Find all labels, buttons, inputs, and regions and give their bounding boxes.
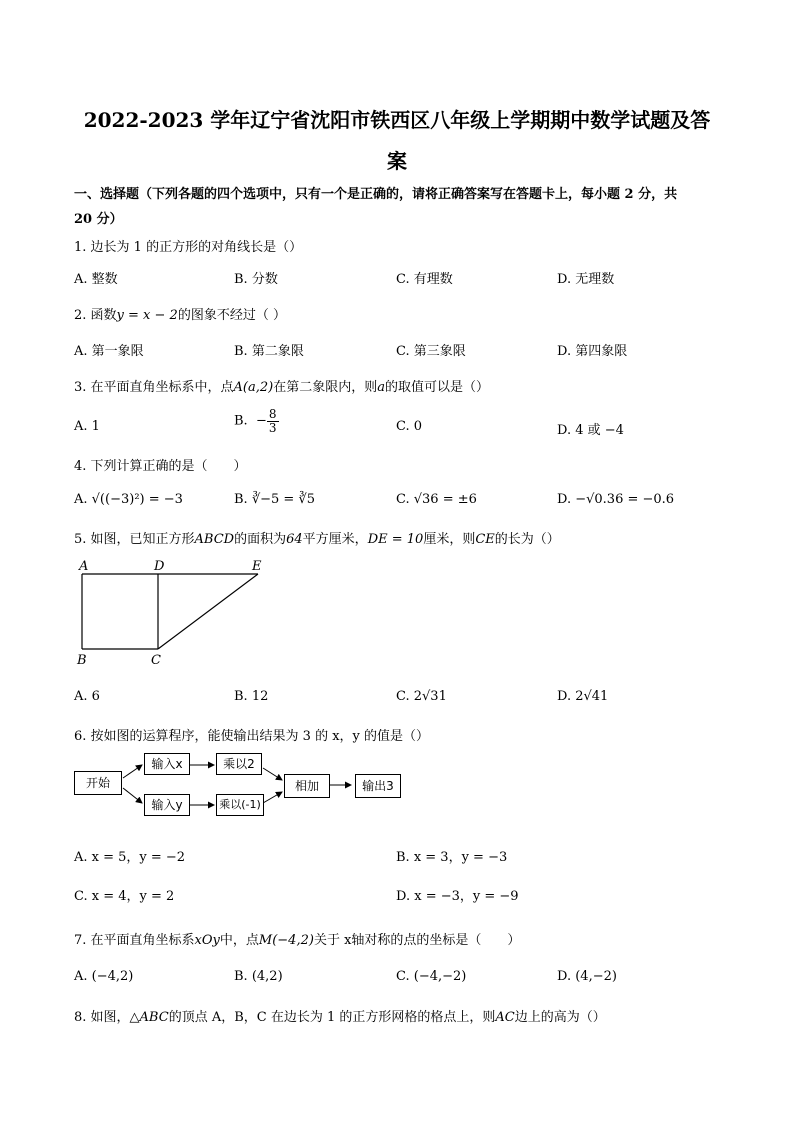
question-6-option-d: D. x = −3，y = −9 (396, 889, 519, 904)
question-5-figure (74, 556, 274, 672)
question-5-option-c: C. 2√31 (396, 689, 447, 704)
question-5-option-b: B. 12 (234, 689, 269, 704)
question-2-option-b: B. 第二象限 (234, 344, 304, 359)
question-3-option-b: B. − $\frac{8}{3}$ (234, 407, 277, 435)
question-6-stem: 6. 按如图的运算程序，能使输出结果为 3 的 x，y 的值是（） (74, 729, 430, 744)
flow-add-box: 相加 (284, 774, 330, 798)
question-4-option-b: B. ∛−5 = ∛5 (234, 492, 315, 507)
segment-ce (158, 574, 258, 649)
question-3-option-b-fraction (267, 408, 279, 434)
question-4-option-c: C. √36 = ±6 (396, 492, 477, 507)
question-7-point: M(−4,2) (258, 933, 314, 948)
question-3-point: A(a,2) (233, 380, 274, 395)
question-5-option-a: A. 6 (74, 689, 100, 704)
question-2-option-a: A. 第一象限 (74, 344, 144, 359)
question-4-option-d: D. −√0.36 = −0.6 (557, 492, 675, 507)
question-2-stem (74, 304, 286, 323)
title-line-1: 2022-2023 学年辽宁省沈阳市铁西区八年级上学期期中数学试题及答 (83, 108, 711, 132)
question-2-option-d: D. 第四象限 (557, 344, 628, 359)
arrow-start-to-input-x (123, 765, 142, 778)
question-5-stem (74, 528, 560, 547)
question-7-stem-prefix: 7. 在平面直角坐标系 (74, 933, 195, 948)
flow-start-box: 开始 (74, 771, 122, 795)
question-8-ac: AC (495, 1010, 515, 1025)
question-7-stem-suffix: 关于 x轴对称的点的坐标是（ ） (313, 933, 521, 948)
question-7-option-b: B. (4,2) (234, 969, 283, 984)
question-2-function: y = x − 2 (116, 308, 178, 323)
question-8-stem-suffix: 边上的高为（） (514, 1010, 606, 1025)
question-5-de: DE = 10 (367, 532, 424, 547)
label-d: D (154, 559, 165, 574)
question-1-option-a: A. 整数 (74, 272, 118, 287)
question-8-triangle: △ABC (129, 1010, 169, 1025)
question-3-var: a (377, 380, 386, 395)
question-5-square: ABCD (194, 532, 235, 547)
question-8-stem-prefix: 8. 如图， (74, 1010, 130, 1025)
section-heading-line-1: 一、选择题（下列各题的四个选项中，只有一个是正确的，请将正确答案写在答题卡上，每小题 2 分，共 (74, 187, 678, 202)
question-7-option-d: D. (4,−2) (557, 969, 617, 984)
question-4-stem: 4. 下列计算正确的是（ ） (74, 459, 247, 474)
question-5-option-d: D. 2√41 (557, 689, 609, 704)
question-8-stem (74, 1006, 606, 1025)
flow-input-x-box: 输入x (144, 753, 190, 775)
label-e: E (252, 559, 262, 574)
fraction-denominator: 3 (268, 420, 277, 435)
question-4-option-a: A. √((−3)²) = −3 (74, 492, 183, 507)
question-3-stem-mid: 在第二象限内，则 (273, 380, 378, 395)
question-7-stem-mid: 中，点 (219, 933, 259, 948)
fraction-numerator: 8 (268, 407, 277, 421)
question-8-stem-mid: 的顶点 A，B，C 在边长为 1 的正方形网格的格点上，则 (168, 1010, 496, 1025)
question-5-stem-mid2: 平方厘米， (302, 532, 368, 547)
flow-multiply-2-box: 乘以2 (216, 753, 262, 775)
question-7-stem (74, 929, 520, 948)
question-5-stem-mid: 的面积为 (234, 532, 287, 547)
arrow-start-to-input-y (123, 788, 142, 803)
question-5-stem-suffix: 的长为（） (494, 532, 560, 547)
flow-input-y-box: 输入y (144, 794, 190, 816)
question-3-stem-prefix: 3. 在平面直角坐标系中，点 (74, 380, 234, 395)
question-6-option-c: C. x = 4，y = 2 (74, 889, 175, 904)
question-2-stem-suffix: 的图象不经过（ ） (177, 308, 286, 323)
question-2-option-c: C. 第三象限 (396, 344, 466, 359)
question-6-option-a: A. x = 5，y = −2 (74, 850, 186, 865)
question-5-area: 64 (286, 532, 303, 547)
question-3-stem-suffix: 的取值可以是（） (385, 380, 490, 395)
question-5-stem-mid3: 厘米，则 (423, 532, 476, 547)
question-5-ce: CE (475, 532, 495, 547)
question-7-option-a: A. (−4,2) (74, 969, 134, 984)
question-3-option-c: C. 0 (396, 419, 423, 434)
arrow-mul-neg1-to-add (263, 792, 282, 803)
label-a: A (79, 559, 89, 574)
question-7-option-c: C. (−4,−2) (396, 969, 467, 984)
question-1-option-d: D. 无理数 (557, 272, 615, 287)
question-3-option-a: A. 1 (74, 419, 100, 434)
label-b: B (77, 653, 87, 668)
flow-output-box: 输出3 (355, 774, 401, 798)
arrow-mul2-to-add (263, 768, 282, 780)
question-3-option-d: D. 4 或 −4 (557, 423, 624, 438)
question-1-stem: 1. 边长为 1 的正方形的对角线长是（） (74, 240, 303, 255)
question-1-option-b: B. 分数 (234, 272, 278, 287)
question-3-option-b-sign: − (255, 413, 267, 429)
question-3-stem (74, 376, 489, 395)
question-7-system: xOy (194, 933, 220, 948)
section-heading-line-2: 20 分） (74, 212, 123, 227)
question-1-option-c: C. 有理数 (396, 272, 453, 287)
flow-multiply-neg1-box: 乘以(-1) (216, 794, 264, 816)
question-5-stem-prefix: 5. 如图，已知正方形 (74, 532, 195, 547)
question-6-option-b: B. x = 3，y = −3 (396, 850, 508, 865)
label-c: C (151, 653, 161, 668)
title-line-2: 案 (387, 149, 407, 173)
question-2-stem-prefix: 2. 函数 (74, 308, 117, 323)
